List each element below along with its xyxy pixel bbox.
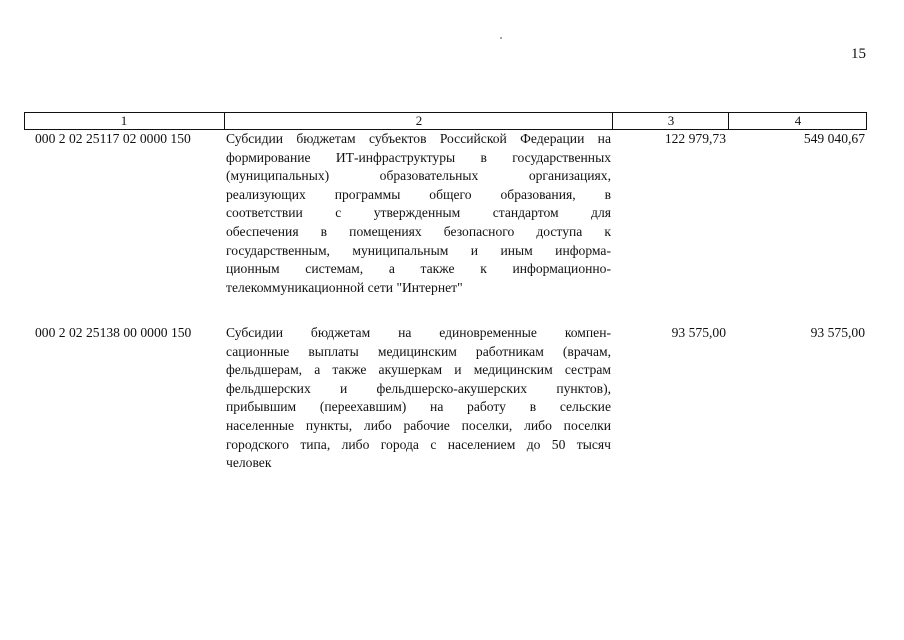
table-header-row — [24, 112, 867, 130]
description-line: обеспечения в помещениях безопасного доступа к — [226, 223, 611, 239]
value-column-3: 122 979,73 — [664, 131, 726, 146]
description-line: государственным, муниципальным и иным информа- — [226, 242, 611, 258]
budget-code: 000 2 02 25117 02 0000 150 — [35, 131, 191, 146]
description-line: соответствии с утвержденным стандартом для — [226, 205, 611, 221]
description-line: прибывшим (переехавшим) на работу в сельские — [226, 399, 611, 415]
description-line: городского типа, либо города с населением до 50 тысяч — [226, 436, 611, 452]
value-column-4: 93 575,00 — [810, 325, 865, 340]
value-column-4: 549 040,67 — [803, 131, 865, 146]
value-column-3: 93 575,00 — [671, 325, 726, 340]
column-header-1: 1 — [120, 113, 128, 128]
page-number: 15 — [851, 46, 866, 62]
budget-code: 000 2 02 25138 00 0000 150 — [35, 325, 192, 340]
description-line: формирование ИТ-инфраструктуры в государственных — [226, 149, 611, 165]
description-line: сационные выплаты медицинским работникам (врачам, — [226, 343, 611, 359]
column-header-2: 2 — [224, 113, 613, 129]
description-line: фельдшерам, а также акушеркам и медицинским сестрам — [226, 362, 611, 378]
description-line: фельдшерских и фельдшерско-акушерских пунктов), — [226, 380, 611, 396]
row-description — [226, 130, 611, 297]
description-line: Субсидии бюджетам на единовременные компен- — [226, 325, 611, 340]
description-line: телекоммуникационной сети "Интернет" — [226, 279, 463, 295]
scan-speck — [500, 37, 502, 39]
row-description — [226, 324, 611, 473]
column-header-4: 4 — [728, 113, 867, 129]
description-line: Субсидии бюджетам субъектов Российской Федерации на — [226, 131, 611, 146]
description-line: населенные пункты, либо рабочие поселки, либо поселки — [226, 417, 611, 433]
description-line: ционным системам, а также к информационно- — [226, 261, 611, 277]
column-header-3: 3 — [612, 113, 729, 129]
description-line: реализующих программы общего образования, в — [226, 186, 611, 202]
description-line: (муниципальных) образовательных организациях, — [226, 168, 611, 184]
description-line: человек — [226, 455, 272, 471]
